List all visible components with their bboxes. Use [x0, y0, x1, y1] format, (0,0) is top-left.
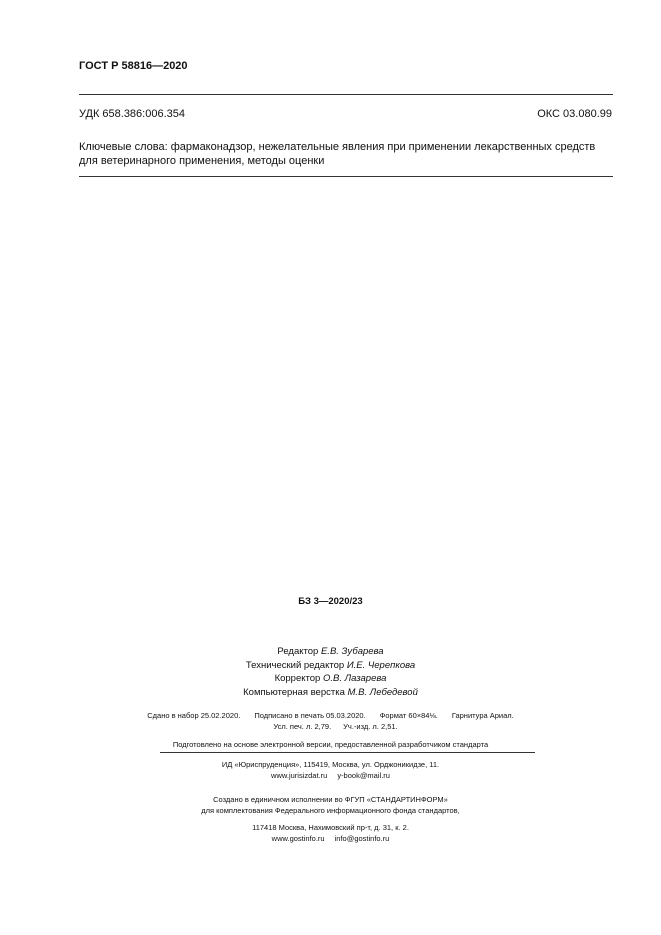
- creator-contacts: [0, 833, 661, 844]
- credit-tech-editor: [0, 659, 661, 673]
- signed-date: Подписано в печать 05.03.2020.: [254, 711, 366, 720]
- credits-block: [0, 645, 661, 699]
- publishing-row-1: [0, 711, 661, 720]
- keywords: Ключевые слова: фармаконадзор, нежелательные явления при применении лекарственных средств для ветеринарного применения, методы оценки: [79, 141, 596, 167]
- creator-email[interactable]: info@gostinfo.ru: [334, 834, 390, 843]
- credit-editor: [0, 645, 661, 659]
- publisher-block: [0, 759, 661, 781]
- credit-name: Е.В. Зубарева: [320, 646, 384, 657]
- creator-site[interactable]: www.gostinfo.ru: [271, 834, 325, 843]
- credit-role: Технический редактор: [245, 659, 345, 671]
- credit-role: Корректор: [274, 673, 321, 684]
- prepared-note: Подготовлено на основе электронной версии, предоставленной разработчиком стандарта: [172, 740, 489, 749]
- creator-line-1: Создано в единичном исполнении во ФГУП «СТАНДАРТИНФОРМ»: [213, 795, 448, 804]
- publishing-details: [0, 711, 661, 731]
- oks-code: ОКС 03.080.99: [537, 108, 612, 120]
- print-sheets: Усл. печ. л. 2,79.: [273, 722, 332, 731]
- submitted-date: Сдано в набор 25.02.2020.: [147, 711, 241, 720]
- publisher-email[interactable]: y-book@mail.ru: [337, 771, 390, 780]
- credit-role: Редактор: [277, 646, 319, 657]
- credit-name: И.Е. Черепкова: [346, 659, 416, 671]
- credit-layout: [0, 686, 661, 700]
- creator-line-2: для комплектования Федерального информационного фонда стандартов,: [201, 806, 460, 815]
- credit-name: О.В. Лазарева: [322, 673, 387, 684]
- publisher-sheets: Уч.-изд. л. 2,51.: [343, 722, 398, 731]
- credit-proofreader: [0, 672, 661, 686]
- creator-address: 117418 Москва, Нахимовский пр-т, д. 31, к. 2.: [252, 823, 409, 832]
- publishing-row-2: [10, 722, 661, 731]
- udc-code: УДК 658.386:006.354: [79, 108, 185, 120]
- creator-block: [0, 794, 661, 844]
- typeface: Гарнитура Ариал.: [451, 711, 514, 720]
- publisher-site[interactable]: www.jurisizdat.ru: [271, 771, 328, 780]
- top-divider: [79, 94, 613, 95]
- prepared-divider: [160, 752, 535, 753]
- credit-role: Компьютерная верстка: [243, 686, 345, 698]
- publisher-contacts: [0, 770, 661, 781]
- paper-format: Формат 60×84⅛.: [379, 711, 438, 720]
- keywords-divider: [79, 176, 613, 177]
- bz-number: БЗ 3—2020/23: [298, 596, 363, 607]
- standard-code: ГОСТ Р 58816—2020: [79, 60, 188, 72]
- credit-name: М.В. Лебедевой: [347, 686, 418, 698]
- publisher-address: ИД «Юриспруденция», 115419, Москва, ул. Орджоникидзе, 11.: [221, 760, 440, 769]
